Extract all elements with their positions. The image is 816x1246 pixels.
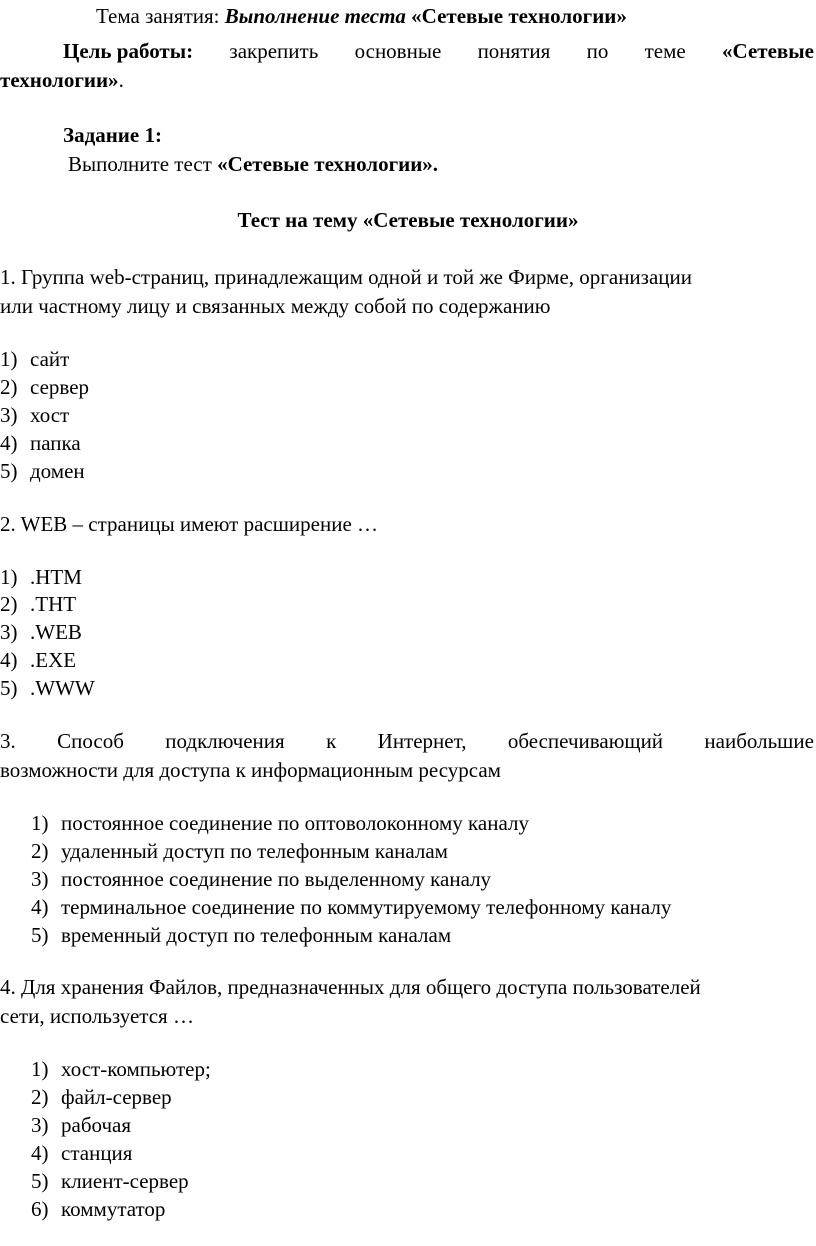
topic-line bbox=[96, 2, 627, 30]
option: 2) .THT bbox=[0, 592, 77, 616]
option: 2) сервер bbox=[0, 375, 90, 399]
goal-word: закрепить bbox=[229, 39, 319, 63]
question-2-line-1: 2. WEB – страницы имеют расширение … bbox=[0, 512, 379, 536]
option: 2) файл-сервер bbox=[31, 1085, 172, 1109]
option: 1) постоянное соединение по оптоволоконному каналу bbox=[31, 811, 529, 835]
goal-line bbox=[63, 37, 814, 65]
option: 1) сайт bbox=[0, 347, 70, 371]
option: 5) клиент-сервер bbox=[31, 1169, 189, 1193]
question-1-line-1: 1. Группа web-страниц, принадлежащим одной и той же Фирме, организации bbox=[0, 265, 693, 289]
goal-line-2 bbox=[0, 66, 124, 94]
option: 3) постоянное соединение по выделенному каналу bbox=[31, 867, 492, 891]
option: 5) домен bbox=[0, 459, 85, 483]
task-title: Задание 1: bbox=[63, 123, 162, 147]
option: 4) папка bbox=[0, 431, 81, 455]
option: 2) удаленный доступ по телефонным каналам bbox=[31, 839, 448, 863]
goal-word: понятия bbox=[477, 39, 551, 63]
question-4-line-1: 4. Для хранения Файлов, предназначенных для общего доступа пользователей bbox=[0, 975, 701, 999]
topic-italic: Выполнение теста bbox=[224, 4, 406, 28]
goal-bold-1: «Сетевые bbox=[722, 39, 814, 63]
goal-word: основные bbox=[354, 39, 442, 63]
option: 3) .WEB bbox=[0, 620, 82, 644]
question-4-line-2: сети, используется … bbox=[0, 1004, 194, 1028]
option: 4) терминальное соединение по коммутируемому телефонному каналу bbox=[31, 895, 672, 919]
question-3-line-1: 3. Способ подключения к Интернет, обеспечивающий наибольшие bbox=[0, 729, 814, 753]
task-text-line bbox=[68, 150, 438, 178]
topic-bold: «Сетевые технологии» bbox=[411, 4, 627, 28]
goal-end: . bbox=[118, 68, 124, 92]
task-bold: «Сетевые технологии». bbox=[217, 152, 439, 176]
goal-word: теме bbox=[644, 39, 686, 63]
option: 4) станция bbox=[31, 1141, 133, 1165]
goal-bold-2: технологии» bbox=[0, 68, 119, 92]
goal-word: по bbox=[586, 39, 609, 63]
question-1-line-2: или частному лицу и связанных между собой по содержанию bbox=[0, 294, 551, 318]
option: 5) .WWW bbox=[0, 676, 95, 700]
test-title: Тест на тему «Сетевые технологии» bbox=[237, 208, 579, 232]
task-text: Выполните тест bbox=[68, 152, 212, 176]
option: 3) рабочая bbox=[31, 1113, 132, 1137]
option: 6) коммутатор bbox=[31, 1197, 166, 1221]
option: 5) временный доступ по телефонным каналам bbox=[31, 923, 452, 947]
option: 3) хост bbox=[0, 403, 70, 427]
option: 1) хост-компьютер; bbox=[31, 1057, 211, 1081]
question-3-line-2: возможности для доступа к информационным ресурсам bbox=[0, 758, 501, 782]
topic-label: Тема занятия: bbox=[96, 4, 220, 28]
option: 4) .EXE bbox=[0, 648, 77, 672]
option: 1) .HTM bbox=[0, 565, 82, 589]
goal-label: Цель работы: bbox=[63, 39, 194, 63]
